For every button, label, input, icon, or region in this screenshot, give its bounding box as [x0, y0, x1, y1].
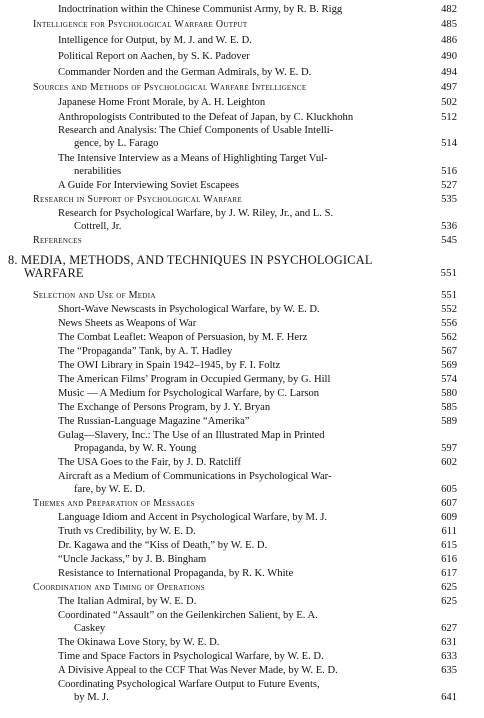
- toc-page-number: 631: [441, 637, 457, 648]
- toc-entry-title: Research and Analysis: The Chief Components of Usable Intelli-: [58, 125, 334, 136]
- toc-entry-title: The American Films’ Program in Occupied Germany, by G. Hill: [58, 374, 331, 385]
- toc-page-number: 490: [441, 51, 457, 62]
- toc-entry-title: Coordination and Timing of Operations: [33, 582, 205, 593]
- toc-page-number: 497: [441, 82, 457, 93]
- toc-page-number: 482: [441, 4, 457, 15]
- toc-entry-title: Time and Space Factors in Psychological Warfare, by W. E. D.: [58, 651, 324, 662]
- toc-entry-title: 8. MEDIA, METHODS, AND TECHNIQUES IN PSYCHOLOGICAL: [8, 253, 373, 267]
- toc-page-number: 585: [441, 402, 457, 413]
- toc-entry-title: A Divisive Appeal to the CCF That Was Never Made, by W. E. D.: [58, 665, 338, 676]
- toc-page-number: 567: [441, 346, 457, 357]
- toc-entry-title: Research for Psychological Warfare, by J. W. Riley, Jr., and L. S.: [58, 208, 334, 219]
- toc-page-number: 552: [441, 304, 457, 315]
- toc-entry-title: nerabilities: [74, 166, 122, 177]
- toc-page-number: 512: [441, 112, 457, 123]
- toc-page-number: 616: [441, 554, 457, 565]
- toc-entry-title: Political Report on Aachen, by S. K. Padover: [58, 51, 250, 62]
- toc-entry-title: Japanese Home Front Morale, by A. H. Leighton: [58, 97, 266, 108]
- toc-page-number: 527: [441, 180, 457, 191]
- toc-page-number: 514: [441, 138, 457, 149]
- toc-page-number: 516: [441, 166, 457, 177]
- toc-page-number: 625: [441, 582, 457, 593]
- toc-page-number: 602: [441, 457, 457, 468]
- toc-entry-title: Commander Norden and the German Admirals, by W. E. D.: [58, 67, 312, 78]
- toc-entry-title: News Sheets as Weapons of War: [58, 318, 197, 329]
- toc-entry-title: Intelligence for Output, by M. J. and W. E. D.: [58, 35, 252, 46]
- toc-page-number: 633: [441, 651, 457, 662]
- toc-entry-title: Intelligence for Psychological Warfare Output: [33, 19, 248, 30]
- toc-entry-title: The Exchange of Persons Program, by J. Y. Bryan: [58, 402, 271, 413]
- toc-entry-title: The “Propaganda” Tank, by A. T. Hadley: [58, 346, 233, 357]
- toc-entry-title: Cottrell, Jr.: [74, 221, 122, 232]
- toc-entry-title: References: [33, 235, 82, 246]
- toc-page-number: 562: [441, 332, 457, 343]
- toc-entry-title: A Guide For Interviewing Soviet Escapees: [58, 180, 239, 191]
- toc-entry-title: Propaganda, by W. R. Young: [74, 443, 197, 454]
- toc-page-number: 609: [441, 512, 457, 523]
- toc-entry-title: “Uncle Jackass,” by J. B. Bingham: [58, 554, 207, 565]
- toc-entry-title: Short-Wave Newscasts in Psychological Warfare, by W. E. D.: [58, 304, 320, 315]
- toc-page-number: 569: [441, 360, 457, 371]
- toc-page-number: 597: [441, 443, 457, 454]
- toc-page-number: 551: [441, 290, 457, 301]
- toc-entry-title: The Okinawa Love Story, by W. E. D.: [58, 637, 220, 648]
- toc-entry-title: Coordinating Psychological Warfare Output to Future Events,: [58, 679, 320, 690]
- toc-page-number: 536: [441, 221, 457, 232]
- toc-entry-title: Dr. Kagawa and the “Kiss of Death,” by W. E. D.: [58, 540, 268, 551]
- toc-page-number: 574: [441, 374, 457, 385]
- toc-entry-title: The Italian Admiral, by W. E. D.: [58, 596, 197, 607]
- toc-entry-title: The OWI Library in Spain 1942–1945, by F. I. Foltz: [58, 360, 281, 371]
- toc-entry-title: Gulag—Slavery, Inc.: The Use of an Illustrated Map in Printed: [58, 430, 325, 441]
- toc-page-number: 545: [441, 235, 457, 246]
- toc-page-number: 617: [441, 568, 457, 579]
- toc-page-number: 635: [441, 665, 457, 676]
- toc-page-number: 494: [441, 67, 457, 78]
- toc-page-number: 607: [441, 498, 457, 509]
- toc-entry-title: The Russian-Language Magazine “Amerika”: [58, 416, 250, 427]
- toc-page-number: 556: [441, 318, 457, 329]
- toc-page-number: 580: [441, 388, 457, 399]
- toc-page-number: 486: [441, 35, 457, 46]
- toc-entry-title: fare, by W. E. D.: [74, 484, 146, 495]
- toc-entry-title: Selection and Use of Media: [33, 290, 156, 301]
- toc-page-number: 589: [441, 416, 457, 427]
- toc-entry-title: Resistance to International Propaganda, by R. K. White: [58, 568, 294, 579]
- toc-page-number: 627: [441, 623, 457, 634]
- toc-entry-title: Aircraft as a Medium of Communications in Psychological War-: [58, 471, 332, 482]
- toc-entry-title: The Combat Leaflet: Weapon of Persuasion, by M. F. Herz: [58, 332, 308, 343]
- toc-entry-title: by M. J.: [74, 692, 109, 703]
- toc-entry-title: Themes and Preparation of Messages: [33, 498, 195, 509]
- toc-page-number: 605: [441, 484, 457, 495]
- toc-entry-title: WARFARE: [24, 266, 84, 280]
- toc-page-number: 611: [441, 526, 457, 537]
- toc-page-number: 485: [441, 19, 457, 30]
- toc-entry-title: The USA Goes to the Fair, by J. D. Ratcliff: [58, 457, 241, 468]
- toc-entry-title: Sources and Methods of Psychological Warfare Intelligence: [33, 82, 307, 93]
- toc-page-number: 641: [441, 692, 457, 703]
- toc-entry-title: Coordinated “Assault” on the Geilenkirchen Salient, by E. A.: [58, 610, 318, 621]
- toc-entry-title: The Intensive Interview as a Means of Highlighting Target Vul-: [58, 153, 328, 164]
- toc-entry-title: Truth vs Credibility, by W. E. D.: [58, 526, 196, 537]
- toc-page-number: 615: [441, 540, 457, 551]
- toc-entry-title: gence, by L. Farago: [74, 138, 159, 149]
- toc-entry-title: Research in Support of Psychological Warfare: [33, 194, 242, 205]
- toc-entry-title: Language Idiom and Accent in Psychological Warfare, by M. J.: [58, 512, 328, 523]
- toc-page-number: 502: [441, 97, 457, 108]
- toc-entry-title: Caskey: [74, 623, 106, 634]
- toc-page-number: 535: [441, 194, 457, 205]
- toc-entry-title: Anthropologists Contributed to the Defeat of Japan, by C. Kluckhohn: [58, 112, 354, 123]
- toc-entry-title: Indoctrination within the Chinese Communist Army, by R. B. Rigg: [58, 4, 343, 15]
- toc-entry-title: Music — A Medium for Psychological Warfare, by C. Larson: [58, 388, 320, 399]
- toc-page-number: 551: [440, 267, 457, 279]
- toc-page-number: 625: [441, 596, 457, 607]
